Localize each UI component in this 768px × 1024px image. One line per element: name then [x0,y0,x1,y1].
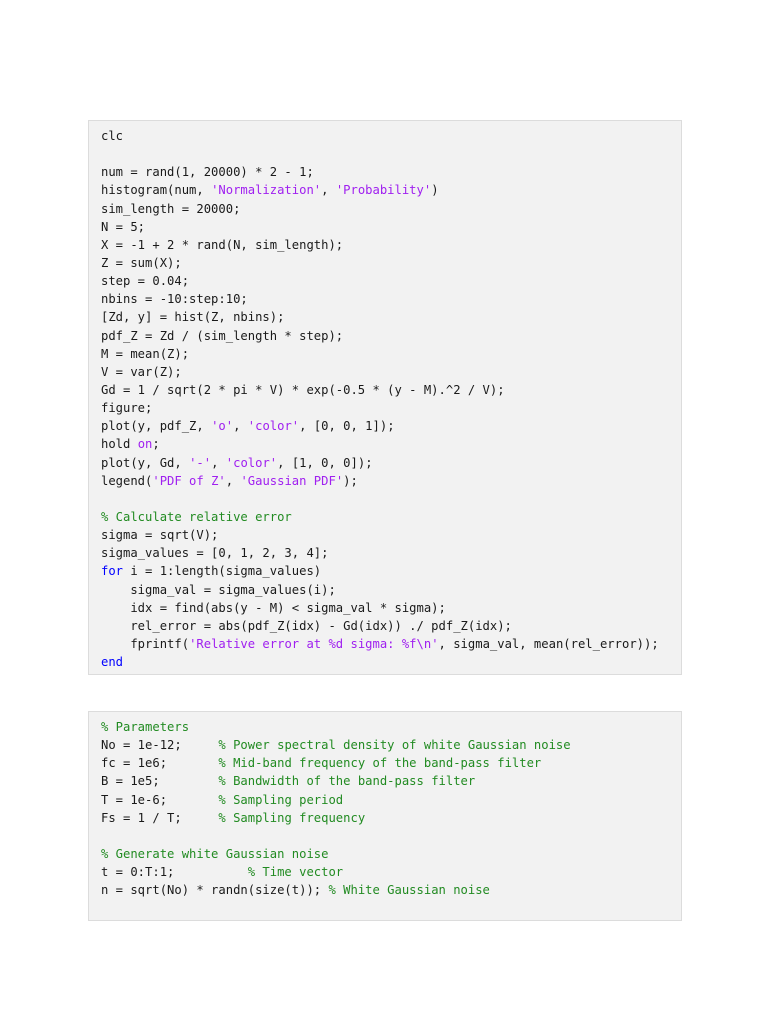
code-line [101,381,681,399]
code-token-string: 'PDF of Z' [152,473,226,488]
code-token-comment: % Power spectral density of white Gaussian noise [218,738,571,753]
code-token-string: 'Relative error at %d sigma: %f\n' [189,636,439,651]
code-token-text: , [233,419,248,434]
code-line [101,827,681,845]
code-token-comment: % Mid-band frequency of the band-pass filter [218,756,542,771]
code-token-comment: % Sampling period [218,792,344,807]
code-token-text: Z = sum(X); [101,255,182,270]
code-line [101,163,681,181]
code-token-text: plot(y, pdf_Z, [101,419,212,434]
code-line [101,845,681,863]
code-line [101,635,681,653]
code-token-text: V = var(Z); [101,364,182,379]
code-token-text: , [225,473,241,488]
code-line [101,127,681,145]
code-token-text: num = rand(1, 20000) * 2 - 1; [101,165,314,180]
code-line [101,290,681,308]
code-token-text: , [1, 0, 0]); [277,455,373,470]
code-line [101,653,681,671]
code-token-text: sigma_val = sigma_values(i); [101,582,336,597]
code-line [101,236,681,254]
code-token-text: Gd = 1 / sqrt(2 * pi * V) * exp(-0.5 * (y - M).^2 / V); [101,382,505,397]
code-line [101,526,681,544]
code-token-text: plot(y, Gd, [101,455,190,470]
code-token-comment: % White Gaussian noise [328,883,490,898]
code-token-text: ) [431,183,439,198]
code-token-text: t = 0:T:1; [101,865,248,880]
code-token-text: fprintf( [101,636,190,651]
code-token-string: 'Gaussian PDF' [240,473,344,488]
code-token-string: on [137,437,153,452]
code-token-string: '-' [189,455,212,470]
code-token-string: 'color' [247,419,300,434]
code-token-keyword: for [101,564,124,579]
code-line [101,736,681,754]
code-token-text: Fs = 1 / T; [101,810,219,825]
code-token-comment: % Time vector [247,865,344,880]
code-line [101,454,681,472]
code-token-text: ; [152,437,160,452]
code-token-comment: % Parameters [101,720,190,734]
code-line [101,435,681,453]
code-block-1 [88,120,682,675]
code-line [101,472,681,490]
code-token-text: clc [101,129,124,143]
code-line [101,754,681,772]
code-token-string: 'o' [211,419,234,434]
code-line [101,809,681,827]
code-token-text: ); [343,473,358,488]
code-token-text: sim_length = 20000; [101,201,241,216]
code-line [101,718,681,736]
code-token-text: X = -1 + 2 * rand(N, sim_length); [101,237,344,252]
code-token-text: sigma = sqrt(V); [101,528,219,543]
code-line [101,363,681,381]
code-line [101,200,681,218]
code-token-text: sigma_values = [0, 1, 2, 3, 4]; [101,546,329,561]
code-line [101,181,681,199]
code-token-text: No = 1e-12; [101,738,219,753]
code-line [101,254,681,272]
code-token-comment: % Calculate relative error [101,509,292,524]
code-line [101,490,681,508]
code-line [101,145,681,163]
code-line [101,772,681,790]
code-token-text: N = 5; [101,219,146,234]
code-token-text: fc = 1e6; [101,756,219,771]
code-line [101,544,681,562]
code-token-string: 'Probability' [335,183,432,198]
code-token-text: , [0, 0, 1]); [299,419,395,434]
code-line [101,508,681,526]
code-token-text: , sigma_val, mean(rel_error)); [438,636,659,651]
code-line [101,218,681,236]
code-token-text: idx = find(abs(y - M) < sigma_val * sigma); [101,600,446,615]
code-line [101,599,681,617]
code-line [101,399,681,417]
code-token-text: pdf_Z = Zd / (sim_length * step); [101,328,344,343]
code-token-text: , [211,455,226,470]
code-token-text: histogram(num, [101,183,212,198]
code-token-comment: % Sampling frequency [218,810,366,825]
code-token-string: 'Normalization' [211,183,322,198]
code-block-2 [88,711,682,921]
code-token-text: hold [101,437,138,452]
code-line [101,581,681,599]
code-token-text: , [321,183,336,198]
code-line [101,327,681,345]
code-line [101,308,681,326]
code-token-text: B = 1e5; [101,774,219,789]
code-token-text: T = 1e-6; [101,792,219,807]
code-token-keyword: end [101,655,124,670]
code-line [101,272,681,290]
code-line [101,791,681,809]
code-line [101,417,681,435]
code-token-text: figure; [101,401,153,416]
code-token-text: rel_error = abs(pdf_Z(idx) - Gd(idx)) ./ pdf_Z(idx); [101,618,512,633]
code-token-text: [Zd, y] = hist(Z, nbins); [101,310,285,325]
code-token-text: n = sqrt(No) * randn(size(t)); [101,883,329,898]
code-line [101,345,681,363]
code-token-text: legend( [101,473,153,488]
code-token-text: step = 0.04; [101,274,190,289]
code-line [101,881,681,899]
code-token-text: nbins = -10:step:10; [101,292,248,307]
code-token-comment: % Generate white Gaussian noise [101,846,329,861]
code-line [101,863,681,881]
code-token-string: 'color' [225,455,278,470]
code-token-comment: % Bandwidth of the band-pass filter [218,774,476,789]
code-token-text: i = 1:length(sigma_values) [123,564,322,579]
code-line [101,562,681,580]
code-token-text: M = mean(Z); [101,346,190,361]
code-line [101,617,681,635]
